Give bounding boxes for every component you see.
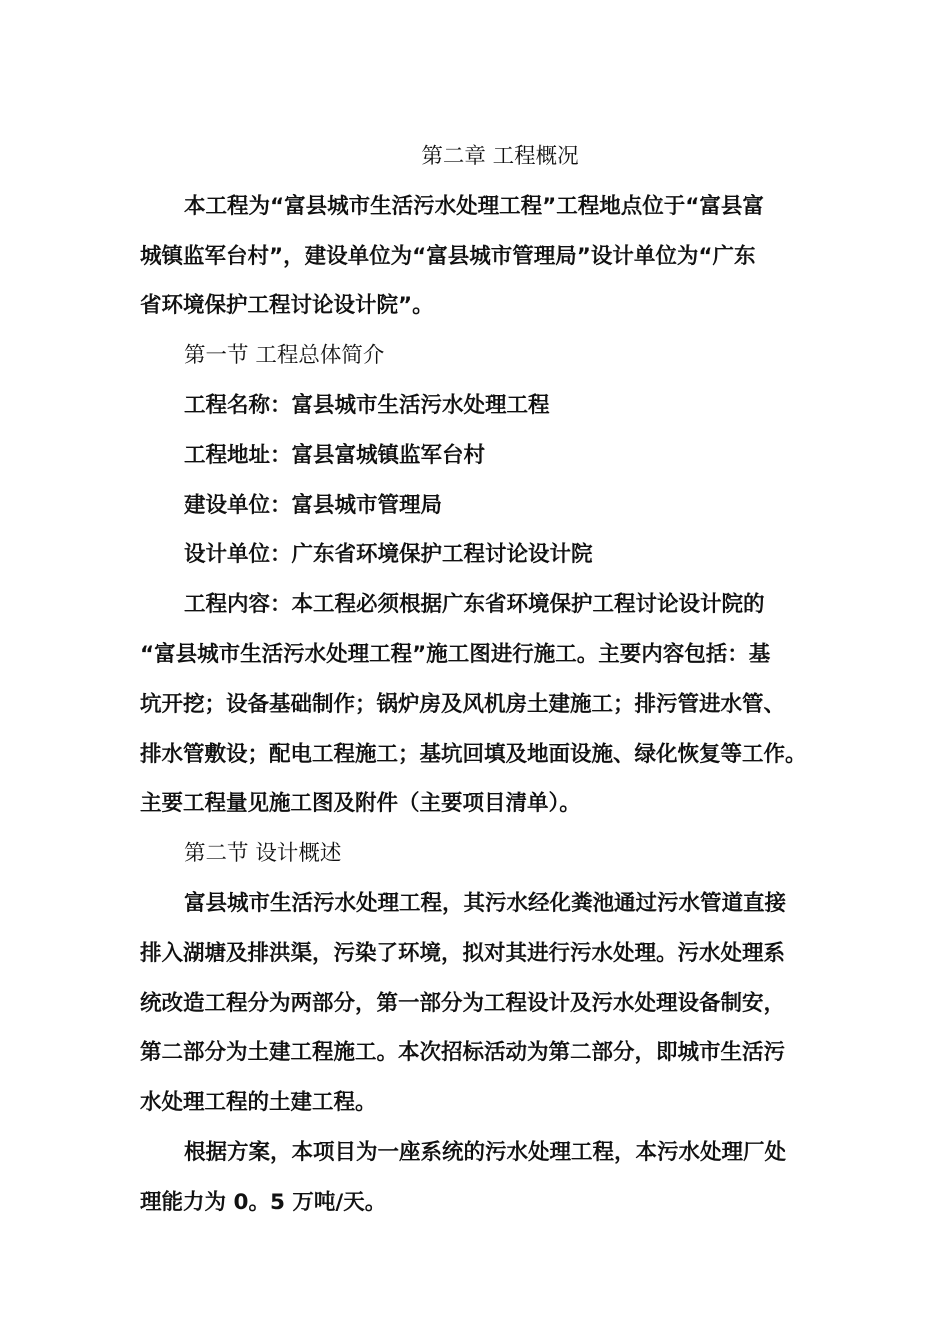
intro-line: 本工程为“富县城市生活污水处理工程”工程地点位于“富县富	[184, 193, 764, 219]
content-line: “富县城市生活污水处理工程”施工图进行施工。主要内容包括：基	[140, 641, 771, 667]
content-line: 排水管敷设；配电工程施工；基坑回填及地面设施、绿化恢复等工作。	[140, 741, 807, 767]
capacity-line: 根据方案，本项目为一座系统的污水处理工程，本污水处理厂处	[184, 1139, 787, 1165]
chapter-title: 第二章 工程概况	[421, 144, 579, 169]
overview-line: 水处理工程的土建工程。	[140, 1090, 377, 1116]
intro-line: 省环境保护工程讨论设计院”。	[140, 293, 434, 319]
capacity-paragraph	[140, 1128, 820, 1228]
design-unit-field: 设计单位：广东省环境保护工程讨论设计院	[184, 542, 593, 568]
overview-line: 统改造工程分为两部分，第一部分为工程设计及污水处理设备制安，	[140, 990, 786, 1016]
content-line: 坑开挖；设备基础制作；锅炉房及风机房土建施工；排污管进水管、	[140, 691, 786, 717]
capacity-line: 理能力为 0。5 万吨/天。	[140, 1189, 387, 1215]
project-content-paragraph	[140, 580, 820, 829]
content-line: 主要工程量见施工图及附件（主要项目清单）。	[140, 791, 581, 817]
section1-heading: 第一节 工程总体简介	[184, 343, 385, 369]
project-name-field: 工程名称：富县城市生活污水处理工程	[184, 392, 550, 418]
content-line: 工程内容：本工程必须根据广东省环境保护工程讨论设计院的	[184, 592, 765, 618]
document-body	[140, 132, 820, 1228]
intro-line: 城镇监军台村”，建设单位为“富县城市管理局”设计单位为“广东	[140, 243, 756, 269]
project-address-field: 工程地址：富县富城镇监军台村	[184, 442, 486, 468]
overview-line: 排入湖塘及排洪渠，污染了环境，拟对其进行污水处理。污水处理系	[140, 940, 786, 966]
design-overview-paragraph	[140, 879, 820, 1128]
overview-line: 富县城市生活污水处理工程，其污水经化粪池通过污水管道直接	[184, 890, 787, 916]
construction-unit-field: 建设单位：富县城市管理局	[184, 492, 443, 518]
intro-paragraph	[140, 182, 820, 331]
overview-line: 第二部分为土建工程施工。本次招标活动为第二部分，即城市生活污	[140, 1040, 786, 1066]
section2-heading: 第二节 设计概述	[184, 841, 342, 867]
